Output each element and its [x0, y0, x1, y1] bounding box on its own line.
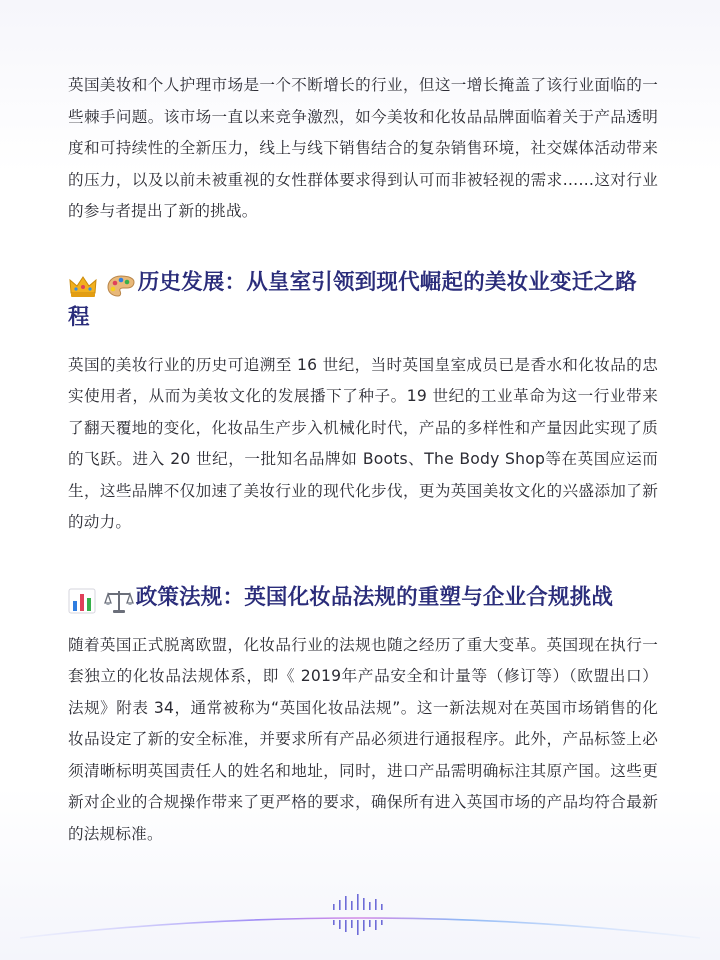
bar-chart-icon: [68, 588, 96, 614]
wave-bar: [351, 920, 353, 928]
wave-bar: [375, 920, 377, 930]
heading-icons: [68, 270, 136, 302]
crown-icon: [68, 274, 98, 298]
history-paragraph: 英国的美妆行业的历史可追溯至 16 世纪，当时英国皇室成员已是香水和化妆品的忠实使用者，从而为美妆文化的发展播下了种子。19 世纪的工业革命为这一行业带来了翻天覆地的变化，化妆品生产步入机械化时代，产品的多样性和产量因此实现了质的飞跃。进入 20 世纪，一批知名品牌如 Boots、The Body Shop等在英国应运而生，这些品牌不仅加速了美妆行业的现代化步伐，更为英国美妆文化的兴盛添加了新的动力。: [68, 355, 658, 531]
section-heading-policy: [68, 582, 658, 617]
article-body: [68, 70, 658, 850]
wave-bar: [339, 900, 341, 910]
wave-bar: [375, 899, 377, 910]
wave-bar: [357, 894, 359, 910]
wave-bar: [381, 920, 383, 925]
wave-bar: [339, 920, 341, 929]
section-title-policy: 政策法规：英国化妆品法规的重塑与企业合规挑战: [135, 584, 614, 610]
wave-bar: [333, 920, 335, 925]
intro-paragraph: 英国美妆和个人护理市场是一个不断增长的行业，但这一增长掩盖了该行业面临的一些棘手问题。该市场一直以来竞争激烈，如今美妆和化妆品品牌面临着关于产品透明度和可持续性的全新压力，线上与线下销售结合的复杂销售环境，社交媒体活动带来的压力，以及以前未被重视的女性群体要求得到认可而非被轻视的需求……这对行业的参与者提出了新的挑战。: [68, 76, 658, 220]
policy-paragraph: 随着英国正式脱离欧盟，化妆品行业的法规也随之经历了重大变革。英国现在执行一套独立的化妆品法规体系，即《 2019年产品安全和计量等（修订等）（欧盟出口）法规》附表 34，通常被称为“英国化妆品法规”。这一新法规对在英国市场销售的化妆品设定了新的安全标准，并要求所有产品必须进行通报程序。此外，产品标签上必须清晰标明英国责任人的姓名和地址，同时，进口产品需明确标注其原产国。这些更新对企业的合规操作带来了更严格的要求，确保所有进入英国市场的产品均符合最新的法规标准。: [68, 635, 658, 843]
wave-bar: [333, 904, 335, 910]
wave-bar: [381, 904, 383, 910]
section-title-history: 历史发展：从皇室引领到现代崛起的美妆业变迁之路程: [68, 269, 637, 330]
wave-bar: [369, 902, 371, 910]
balance-scale-icon: [104, 588, 134, 614]
wave-bar: [363, 898, 365, 910]
decorative-wave: [0, 880, 720, 960]
section-heading-history: [68, 267, 658, 334]
wave-bar: [363, 920, 365, 931]
wave-bar: [345, 920, 347, 932]
wave-bar: [357, 920, 359, 935]
heading-icons: [68, 585, 134, 617]
wave-bar: [351, 901, 353, 910]
palette-icon: [106, 274, 136, 298]
wave-bar: [369, 920, 371, 927]
wave-bar: [345, 896, 347, 910]
